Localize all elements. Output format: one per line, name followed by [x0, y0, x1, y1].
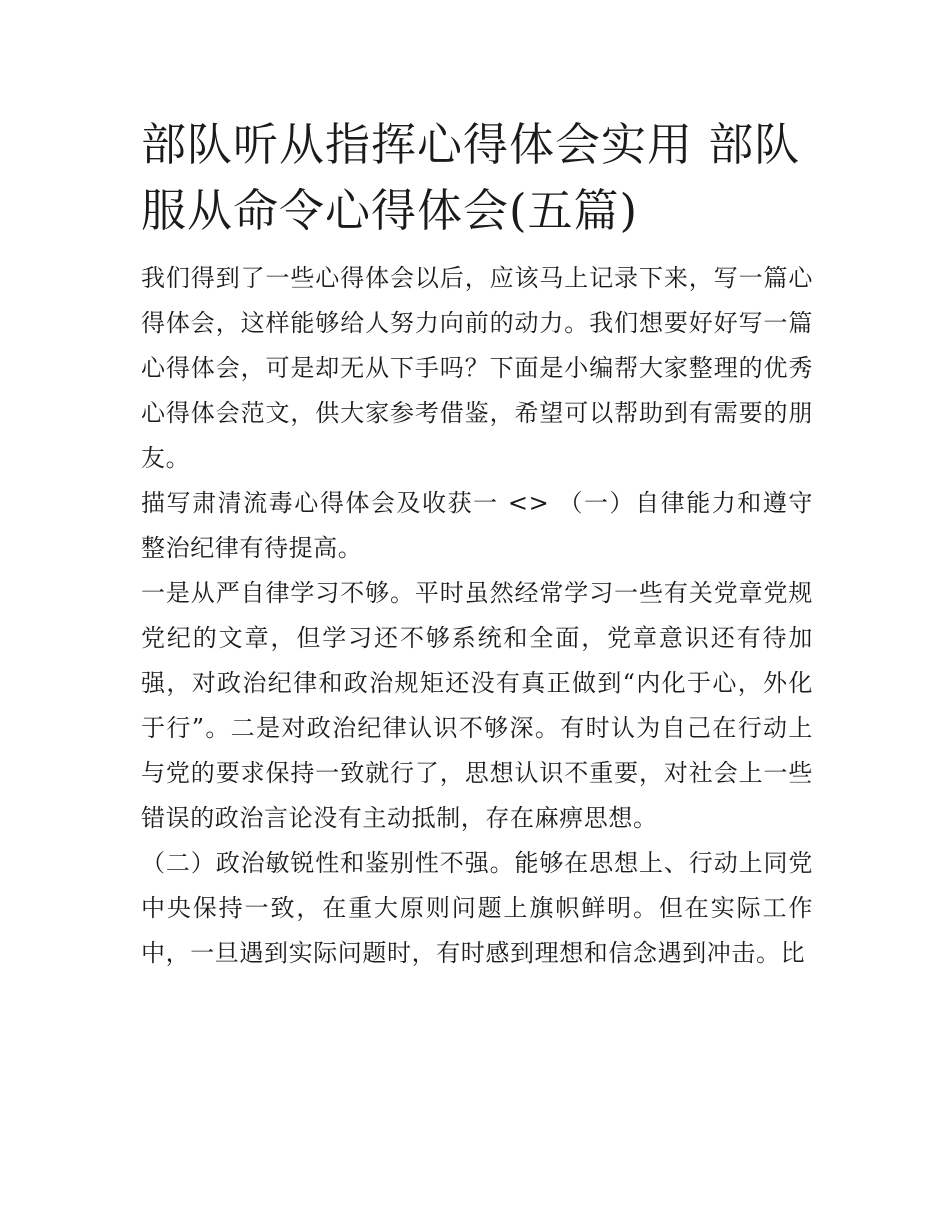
paragraph-political-sensitivity: （二）政治敏锐性和鉴别性不强。能够在思想上、行动上同党中央保持一致，在重大原则问题上旗帜鲜明。但在实际工作中，一旦遇到实际问题时，有时感到理想和信念遇到冲击。比 — [141, 849, 813, 967]
paragraph-self-discipline: 一是从严自律学习不够。平时虽然经常学习一些有关党章党规党纪的文章，但学习还不够系统和全面，党章意识还有待加强，对政治纪律和政治规矩还没有真正做到“内化于心，外化于行”。二是对政治纪律认识不够深。有时认为自己在行动上与党的要求保持一致就行了，思想认识不重要，对社会上一些错误的政治言论没有主动抵制，存在麻痹思想。 — [141, 579, 813, 832]
document-page — [141, 112, 813, 976]
document-body — [141, 256, 813, 976]
paragraph-section-heading: 描写肃清流毒心得体会及收获一 <> （一）自律能力和遵守整治纪律有待提高。 — [141, 489, 813, 562]
document-title: 部队听从指挥心得体会实用 部队服从命令心得体会(五篇) — [141, 118, 801, 237]
paragraph-intro: 我们得到了一些心得体会以后，应该马上记录下来，写一篇心得体会，这样能够给人努力向前的动力。我们想要好好写一篇心得体会，可是却无从下手吗？下面是小编帮大家整理的优秀心得体会范文，供大家参考借鉴，希望可以帮助到有需要的朋友。 — [141, 264, 813, 472]
